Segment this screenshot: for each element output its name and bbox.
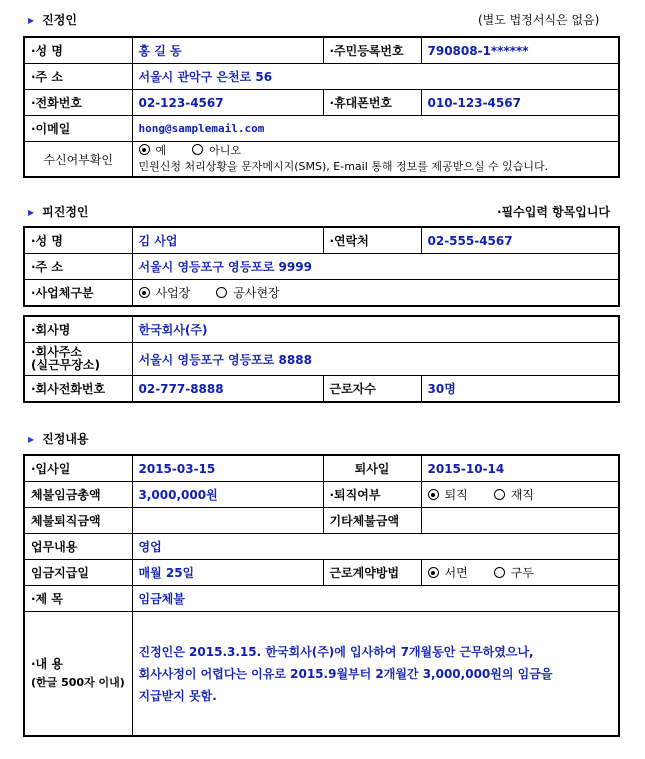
contract-method-cell	[421, 560, 619, 586]
rrn-label: ·주민등록번호	[323, 37, 421, 64]
consent-label: 수신여부확인	[24, 142, 132, 178]
radio-selected-icon[interactable]	[139, 287, 150, 298]
radio-selected-icon[interactable]	[428, 567, 439, 578]
job-field[interactable]: 영업	[132, 534, 619, 560]
triangle-bullet-icon: ▶	[28, 208, 35, 217]
workers-label: 근로자수	[323, 376, 421, 403]
subject-label: ·제 목	[24, 586, 132, 612]
consent-cell	[132, 142, 619, 178]
resp-contact-label: ·연락처	[323, 227, 421, 254]
other-unpaid-field[interactable]	[421, 508, 619, 534]
name-label: ·성 명	[24, 37, 132, 64]
retired-label: 퇴직	[444, 488, 468, 502]
address-label: ·주 소	[24, 64, 132, 90]
content-label-line1: ·내 용	[31, 657, 63, 671]
unpaid-total-field[interactable]: 3,000,000원	[132, 482, 323, 508]
contract-method-label: 근로계약방법	[323, 560, 421, 586]
section-header-complainant	[28, 11, 77, 28]
mobile-label: ·휴대폰번호	[323, 90, 421, 116]
address-field[interactable]: 서울시 관악구 은천로 56	[132, 64, 619, 90]
company-name-label: ·회사명	[24, 316, 132, 343]
other-unpaid-label: 기타체불금액	[323, 508, 421, 534]
resp-name-field[interactable]: 김 사업	[132, 227, 323, 254]
email-field[interactable]: hong@samplemail.com	[132, 116, 619, 142]
section-header-respondent	[28, 203, 89, 220]
rrn-field[interactable]: 790808-1******	[421, 37, 619, 64]
triangle-bullet-icon: ▶	[28, 16, 35, 25]
details-table	[23, 454, 620, 737]
employed-label: 재직	[510, 488, 534, 502]
workplace-option[interactable]	[139, 286, 191, 300]
retire-status-label: ·퇴직여부	[323, 482, 421, 508]
company-address-field[interactable]: 서울시 영등포구 영등포로 8888	[132, 343, 619, 376]
payday-field[interactable]: 매월 25일	[132, 560, 323, 586]
construction-option[interactable]	[216, 286, 279, 300]
retired-option[interactable]	[428, 488, 468, 502]
company-name-field[interactable]: 한국회사(주)	[132, 316, 619, 343]
required-note: ·필수입력 항목입니다	[497, 205, 611, 219]
company-phone-label: ·회사전화번호	[24, 376, 132, 403]
resp-contact-field[interactable]: 02-555-4567	[421, 227, 619, 254]
consent-yes-label: 예	[155, 144, 167, 157]
content-label-line2: (한글 500자 이내)	[31, 676, 125, 689]
workplace-label: 사업장	[155, 286, 191, 300]
leave-date-field[interactable]: 2015-10-14	[421, 455, 619, 482]
company-address-label-line1: ·회사주소	[31, 345, 82, 359]
company-table	[23, 315, 620, 403]
content-label	[24, 612, 132, 737]
consent-no-label: 아니오	[209, 144, 242, 157]
company-address-label-line2: (실근무장소)	[31, 358, 100, 372]
phone-field[interactable]: 02-123-4567	[132, 90, 323, 116]
radio-empty-icon[interactable]	[494, 489, 505, 500]
section-header-details	[28, 430, 89, 447]
construction-label: 공사현장	[233, 286, 280, 300]
mobile-field[interactable]: 010-123-4567	[421, 90, 619, 116]
workers-field[interactable]: 30명	[421, 376, 619, 403]
radio-empty-icon[interactable]	[216, 287, 227, 298]
join-date-label: ·입사일	[24, 455, 132, 482]
consent-text: 민원신청 처리상황을 문자메시지(SMS), E-mail 통해 정보를 제공받으실 수 있습니다.	[138, 160, 549, 173]
resp-address-field[interactable]: 서울시 영등포구 영등포로 9999	[132, 254, 619, 280]
payday-label: 임금지급일	[24, 560, 132, 586]
radio-empty-icon[interactable]	[192, 144, 203, 155]
severance-field[interactable]	[132, 508, 323, 534]
severance-label: 체불퇴직금액	[24, 508, 132, 534]
name-field[interactable]: 홍 길 동	[132, 37, 323, 64]
radio-selected-icon[interactable]	[139, 144, 150, 155]
content-line: 회사사정이 어렵다는 이유로 2015.9월부터 2개월간 3,000,000원의 임금을	[138, 666, 553, 681]
section-title: 진정내용	[42, 432, 89, 446]
business-type-cell	[132, 280, 619, 307]
content-line: 지급받지 못함.	[138, 688, 217, 703]
join-date-field[interactable]: 2015-03-15	[132, 455, 323, 482]
job-label: 업무내용	[24, 534, 132, 560]
subject-field[interactable]: 임금체불	[132, 586, 619, 612]
form-note: (별도 법정서식은 없음)	[478, 13, 600, 27]
email-label: ·이메일	[24, 116, 132, 142]
respondent-table	[23, 226, 620, 307]
phone-label: ·전화번호	[24, 90, 132, 116]
resp-address-label: ·주 소	[24, 254, 132, 280]
leave-date-label: 퇴사일	[323, 455, 421, 482]
triangle-bullet-icon: ▶	[28, 435, 35, 444]
verbal-option[interactable]	[494, 566, 534, 580]
resp-name-label: ·성 명	[24, 227, 132, 254]
section-title: 피진정인	[42, 205, 89, 219]
employed-option[interactable]	[494, 488, 534, 502]
content-field[interactable]	[132, 612, 619, 737]
consent-no-option[interactable]	[192, 144, 241, 157]
complainant-table	[23, 36, 620, 178]
content-line: 진정인은 2015.3.15. 한국회사(주)에 입사하여 7개월동안 근무하였으나,	[138, 644, 534, 659]
unpaid-total-label: 체불임금총액	[24, 482, 132, 508]
business-type-label: ·사업체구분	[24, 280, 132, 307]
retire-status-cell	[421, 482, 619, 508]
verbal-label: 구두	[510, 566, 534, 580]
radio-empty-icon[interactable]	[494, 567, 505, 578]
company-address-label	[24, 343, 132, 376]
radio-selected-icon[interactable]	[428, 489, 439, 500]
written-option[interactable]	[428, 566, 468, 580]
written-label: 서면	[444, 566, 468, 580]
consent-yes-option[interactable]	[139, 144, 167, 157]
company-phone-field[interactable]: 02-777-8888	[132, 376, 323, 403]
section-title: 진정인	[42, 13, 77, 27]
